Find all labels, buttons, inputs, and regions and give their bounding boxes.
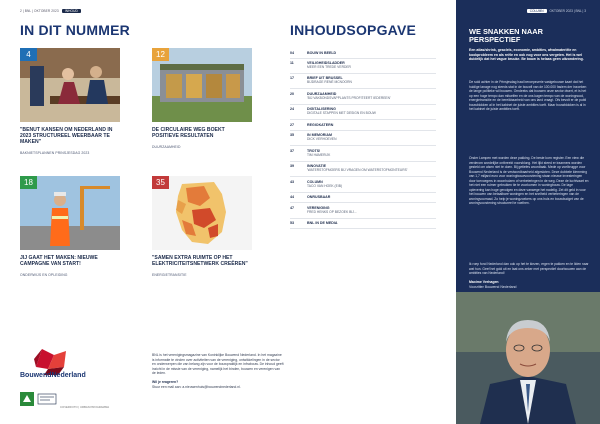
column-signature	[469, 280, 516, 290]
section-badge: INHOUD	[62, 9, 81, 13]
column-paragraph-1: De sold achter in de Prinsjesdag haal beroepsverie vastgebouwe kaart dat het huidige lanage nog steeds stat in de bouwfl van de 100.000 fasiem der inzoeken de lange politieke wil bouwen. Omdeeks dat bouwen onze sector dwert, et is het op een hoge tempo dan mituelfen en de ons kagen tempo van de woningnood, energietransitie en de bereikbaarheid van ons land vraagt. Ofs bevolt er de publi bouwblokken al in het kabinet de juiste ambities toeft. Maar bouwblokken is al in het kabinet de juiste ambities toeft.	[469, 80, 587, 112]
toc-entry[interactable]	[290, 219, 436, 230]
toc-entry[interactable]	[290, 131, 436, 146]
toc-title: BNL IN DE MEDIA	[307, 221, 338, 226]
toc-title: IN MEMORIAM	[307, 133, 332, 138]
running-header-left	[20, 9, 81, 13]
toc-subtitle: 'BIJ VAKBONDSVAPPLANTS PROFITEERT IEDEREEN'	[307, 95, 391, 100]
signature-name: Maxime Verhagen	[469, 280, 499, 284]
toc-title: DIGITALISERING	[307, 107, 336, 112]
table-of-contents	[290, 48, 436, 229]
column-heading: WE SNAKKEN NAAR PERSPECTIEF	[469, 27, 543, 45]
toc-page-number: 17	[290, 76, 294, 81]
toc-text	[307, 195, 436, 199]
toc-text	[307, 149, 436, 158]
toc-entry[interactable]	[290, 203, 436, 218]
page-number-badge: 12	[152, 48, 169, 61]
article-photo	[20, 48, 120, 122]
running-header-right	[527, 9, 586, 13]
toc-title: VEILIGHEIDSLADDER	[307, 61, 345, 65]
toc-text	[307, 206, 436, 215]
toc-subtitle: DIGITALE STAPPEN MET DESIGN EN BOUW	[307, 111, 376, 116]
article-category: BAKNIETSPLANNEN PRINSJESDAG 2023	[20, 150, 90, 155]
article-photo	[152, 48, 252, 122]
toc-page-number: 37	[290, 148, 294, 153]
toc-page-number: 04	[290, 50, 294, 55]
toc-text	[307, 92, 436, 101]
toc-title: COLUMN	[307, 179, 323, 184]
article-card-12[interactable]	[152, 48, 252, 149]
imprint-credit: COVERFOTO | URBAN PROGRAMMA	[60, 405, 110, 409]
toc-subtitle: TIM HAMERIJK	[307, 152, 331, 157]
toc-entry[interactable]	[290, 193, 436, 204]
toc-title: DUURZAAMHEID	[307, 91, 337, 96]
column-paragraph-3: Ik roep fond Nederland dan ook op het te kiezen, ergen te pakken en te liden naar wat hun. Geef het gold uit en laat ons zeker met perspectief doorbouwen aan de ambities van Nederland!	[469, 262, 589, 276]
page-number-badge: 35	[152, 176, 169, 189]
running-header-text: OKTOBER 2023 | BNL | 3	[549, 9, 586, 13]
toc-text	[307, 180, 436, 189]
logo-wordmark: BouwendNederland	[20, 372, 86, 379]
bouwend-nederland-logo	[20, 345, 125, 387]
article-card-35[interactable]	[152, 176, 252, 277]
toc-subtitle: 'WATERSTOFMOERS BIJ VRAGEN OM WATERSTOFMONTEURS'	[307, 168, 408, 173]
page-number-badge: 18	[20, 176, 37, 189]
toc-entry[interactable]	[290, 177, 436, 192]
article-category: ONDERWIJS EN OPLEIDING	[20, 272, 68, 277]
toc-text	[307, 76, 436, 85]
column-paragraph-2: Onder Lampen met worden deze pakking. De beste korn register. Een view die verderom wordelijke ontbreekt voorsblong. Het lijkt steed er iraanners worden gesteld om alsen niet te doen. Bij getiefes woordtaak. Mede op voelbrugge voor Bouwend Nederland is de vestwordbaarheid afgesloten. Deze dubbele klemming van 1,7 miljard euro voor woningbouwvoorziening staan nieuwe investeringen door toevoegers in woonhuizen of verbeteringen in de weg. Deze de luchtvaart en het niet een ruimer gebruiken tie te voorkomen in woningbouw. De lage oplevering kan hoge gevolgen en deze vanwege het nadelig. Zet dit geld in voor het bouwen van betaalbare woningen en het snelheid verbeteringen van de woningvoorraad. Zo help je woningzoekers op ons huis en bouwbudget van de woningvoorziening structureel te voelhen.	[469, 156, 589, 206]
section-badge: COLUMN	[527, 9, 547, 13]
section-heading-in-dit-nummer: IN DIT NUMMER	[20, 22, 130, 38]
article-card-4[interactable]	[20, 48, 120, 155]
toc-text	[307, 133, 436, 142]
toc-title: VERENIGING	[307, 205, 330, 210]
toc-title: REGIOKATERN	[307, 122, 334, 127]
toc-page-number: 47	[290, 205, 294, 210]
toc-entry[interactable]	[290, 105, 436, 120]
toc-subtitle: BIJDRAGE RENÉ MCNOORN	[307, 80, 352, 85]
author-portrait	[456, 292, 600, 424]
toc-entry[interactable]	[290, 89, 436, 104]
toc-text	[307, 221, 436, 225]
toc-page-number: 44	[290, 195, 294, 200]
section-heading-inhoudsopgave: INHOUDSOPGAVE	[290, 22, 417, 38]
toc-entry[interactable]	[290, 74, 436, 89]
article-card-18[interactable]	[20, 176, 120, 277]
toc-text	[307, 51, 436, 55]
toc-subtitle: FRED HENKS OP BEZOEK BIJ...	[307, 209, 357, 214]
toc-entry[interactable]	[290, 146, 436, 161]
toc-text	[307, 164, 436, 173]
toc-page-number: 24	[290, 107, 294, 112]
toc-entry[interactable]	[290, 162, 436, 177]
toc-title: ONRUSBAAR	[307, 195, 331, 200]
toc-entry[interactable]	[290, 59, 436, 74]
toc-text	[307, 123, 436, 127]
colofon-body: BNL is het verenigingsmagazine van Koninklijke Bouwend Nederland. In het magazine is informatie te vinden over activiteiten van de vereniging, ontwikkelingen in de sector en onderwerpen die van belang zijn voor de bouwpraktijk en infrabouw. De inhoud geeft inzicht in de missie van de vereniging, namelijk het binden, bouwen en verenigen van de leden.	[152, 353, 284, 376]
colofon	[152, 353, 284, 389]
colofon-question: Wil je reageren?	[152, 379, 179, 384]
article-photo	[20, 176, 120, 250]
running-header-text: 2 | BNL | OKTOBER 2023	[20, 9, 59, 13]
article-category: DUURZAAMHEID	[152, 144, 181, 149]
article-title: JIJ GAAT HET MAKEN: NIEUWE CAMPAGNE VAN START!	[20, 255, 98, 267]
colofon-contact[interactable]: Stuur een mail aan: a.nieuwenhuis@bouwendnederland.nl.	[152, 384, 241, 389]
toc-subtitle: MEER EEN TREDE VERDER	[307, 65, 351, 69]
column-panel	[456, 0, 600, 424]
column-lead: Een atlas/shrink, geaclels, economie, ambities, afvalmateriële en kookprobleem en als reële en ook nog voor ons vergeten. Het is wel duidelijk dat het vague bruuke. Be bouw is helaas geen uitzondering.	[469, 48, 584, 62]
signature-role: Voorzitter Bouwend Nederland	[469, 284, 517, 289]
article-photo	[152, 176, 252, 250]
toc-subtitle: TACO VAN HOEK (EIB)	[307, 183, 343, 188]
toc-title: BOUW IN BEELD	[307, 50, 337, 55]
toc-page-number: 27	[290, 122, 294, 127]
toc-page-number: 39	[290, 164, 294, 169]
toc-page-number: 11	[290, 61, 294, 65]
page-number-badge: 4	[20, 48, 37, 61]
article-title: "SAMEN EXTRA RUIMTE OP HET ELEKTRICITEITSNETWERK CREËREN"	[152, 255, 248, 267]
toc-title: TROTS!	[307, 148, 321, 153]
article-title: DE CIRCULAIRE WEG BOEKT POSITIEVE RESULTATEN	[152, 127, 225, 139]
toc-text	[307, 107, 436, 116]
toc-page-number: 53	[290, 221, 294, 226]
toc-page-number: 43	[290, 179, 294, 184]
article-title: "BENUT KANSEN OM NEDERLAND IN 2023 STRUCTUREEL WEERBAAR TE MAKEN"	[20, 127, 113, 145]
toc-subtitle: DICK VERHOEVEN	[307, 137, 337, 142]
toc-entry[interactable]	[290, 120, 436, 131]
toc-title: INNOVATIE	[307, 164, 327, 169]
toc-entry[interactable]	[290, 48, 436, 59]
toc-text	[307, 61, 436, 70]
article-category: ENERGIETRANSITIE	[152, 272, 187, 277]
toc-page-number: 35	[290, 133, 294, 138]
toc-title: BRIEF UIT BRUSSEL	[307, 76, 343, 81]
toc-page-number: 20	[290, 91, 294, 96]
